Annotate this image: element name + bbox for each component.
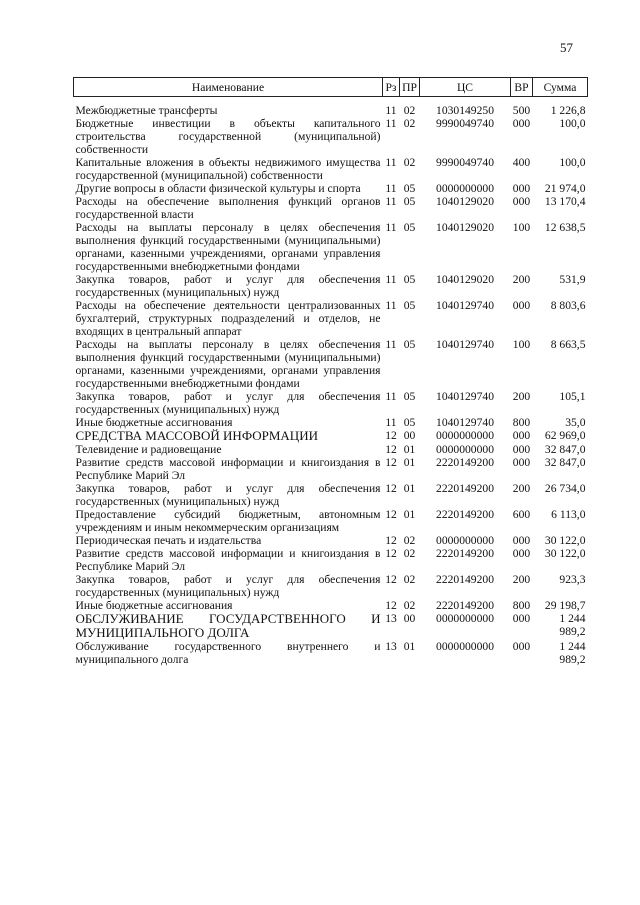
cell-sum: 26 734,0 (544, 482, 586, 495)
cell-rz: 12 (385, 547, 397, 560)
table-row (74, 221, 588, 273)
cell-cs: 0000000000 (436, 443, 494, 456)
cell-sum: 6 113,0 (551, 508, 586, 521)
cell-vr: 000 (512, 612, 531, 625)
column-header-sum: Сумма (533, 78, 588, 97)
cell-rz: 11 (385, 390, 397, 403)
cell-vr: 000 (512, 117, 531, 130)
cell-cs: 0000000000 (436, 182, 494, 195)
cell-pr: 05 (403, 182, 416, 195)
cell-pr: 01 (403, 640, 416, 653)
cell-rz: 13 (385, 612, 397, 625)
cell-sum: 105,1 (559, 390, 586, 403)
cell-name: Обслуживание государственного внутреннего и муниципального долга (75, 640, 381, 666)
cell-rz: 12 (385, 482, 397, 495)
column-header-pr: ПР (400, 78, 420, 97)
cell-rz: 12 (385, 508, 397, 521)
cell-name: Расходы на выплаты персоналу в целях обеспечения выполнения функций государственными (муниципальными) органами, казенными учреждениями, органами управления государственными внебюджетными фондами (75, 338, 381, 390)
table-row (74, 182, 588, 195)
table-row (74, 390, 588, 416)
cell-cs: 0000000000 (436, 429, 494, 442)
cell-rz: 11 (385, 338, 397, 351)
cell-pr: 05 (403, 221, 416, 234)
table-row (74, 195, 588, 221)
cell-sum: 30 122,0 (544, 534, 586, 547)
cell-sum: 29 198,7 (544, 599, 586, 612)
cell-vr: 000 (512, 299, 531, 312)
cell-pr: 02 (403, 117, 416, 130)
cell-pr: 02 (403, 104, 416, 117)
table-body (74, 97, 588, 667)
cell-vr: 000 (512, 547, 531, 560)
page-number: 57 (560, 40, 573, 55)
table-row (74, 117, 588, 156)
cell-sum: 1 244 989,2 (559, 612, 586, 638)
cell-pr: 05 (403, 195, 416, 208)
cell-rz: 11 (385, 416, 397, 429)
cell-sum: 21 974,0 (544, 182, 586, 195)
cell-rz: 11 (385, 221, 397, 234)
cell-name: СРЕДСТВА МАССОВОЙ ИНФОРМАЦИИ (75, 428, 318, 443)
cell-sum: 100,0 (559, 117, 586, 130)
cell-rz: 11 (385, 104, 397, 117)
cell-rz: 12 (385, 429, 397, 442)
table-row (74, 299, 588, 338)
cell-rz: 12 (385, 456, 397, 469)
table-row (74, 273, 588, 299)
cell-cs: 1030149250 (436, 104, 494, 117)
cell-cs: 0000000000 (436, 534, 494, 547)
cell-cs: 1040129020 (436, 221, 494, 234)
cell-cs: 1040129020 (436, 195, 494, 208)
cell-name: Телевидение и радиовещание (75, 443, 222, 456)
cell-cs: 0000000000 (436, 612, 494, 625)
cell-pr: 02 (403, 534, 416, 547)
cell-sum: 531,9 (559, 273, 586, 286)
cell-vr: 500 (512, 104, 531, 117)
cell-name: Расходы на выплаты персоналу в целях обеспечения выполнения функций государственными (муниципальными) органами, казенными учреждениями, органами управления государственными внебюджетными фондами (75, 221, 381, 273)
cell-sum: 62 969,0 (544, 429, 586, 442)
cell-sum: 923,3 (559, 573, 586, 586)
cell-pr: 05 (403, 390, 416, 403)
cell-name: Капитальные вложения в объекты недвижимого имущества государственной (муниципальной) собственности (75, 156, 381, 182)
cell-pr: 05 (403, 273, 416, 286)
cell-cs: 2220149200 (436, 456, 494, 469)
cell-rz: 12 (385, 573, 397, 586)
cell-name: Закупка товаров, работ и услуг для обеспечения государственных (муниципальных) нужд (75, 390, 381, 416)
cell-vr: 000 (512, 182, 531, 195)
cell-name: Другие вопросы в области физической культуры и спорта (75, 182, 361, 195)
table-row (74, 612, 588, 640)
cell-pr: 05 (403, 416, 416, 429)
cell-pr: 05 (403, 299, 416, 312)
cell-vr: 000 (512, 429, 531, 442)
cell-sum: 35,0 (565, 416, 586, 429)
cell-name: Развитие средств массовой информации и книгоиздания в Республике Марий Эл (75, 456, 381, 482)
cell-vr: 100 (512, 221, 531, 234)
table-row (74, 156, 588, 182)
column-header-name: Наименование (74, 78, 383, 97)
cell-vr: 800 (512, 416, 531, 429)
cell-cs: 2220149200 (436, 599, 494, 612)
cell-name: Иные бюджетные ассигнования (75, 416, 233, 429)
cell-pr: 01 (403, 508, 416, 521)
cell-pr: 01 (403, 482, 416, 495)
cell-rz: 13 (385, 640, 397, 653)
column-header-vr: ВР (511, 78, 533, 97)
cell-name: Периодическая печать и издательства (75, 534, 262, 547)
cell-sum: 32 847,0 (544, 443, 586, 456)
cell-rz: 12 (385, 443, 397, 456)
cell-rz: 11 (385, 117, 397, 130)
table-row (74, 456, 588, 482)
cell-name: Бюджетные инвестиции в объекты капитального строительства государственной (муниципальной) собственности (75, 117, 381, 156)
cell-cs: 1040129740 (436, 338, 494, 351)
table-row (74, 338, 588, 390)
cell-vr: 000 (512, 195, 531, 208)
cell-cs: 2220149200 (436, 573, 494, 586)
cell-name: Закупка товаров, работ и услуг для обеспечения государственных (муниципальных) нужд (75, 482, 381, 508)
cell-pr: 00 (403, 612, 416, 625)
cell-cs: 9990049740 (436, 117, 494, 130)
cell-rz: 11 (385, 273, 397, 286)
cell-pr: 02 (403, 599, 416, 612)
cell-pr: 01 (403, 456, 416, 469)
cell-sum: 8 803,6 (550, 299, 586, 312)
cell-sum: 12 638,5 (544, 221, 586, 234)
cell-pr: 01 (403, 443, 416, 456)
table-row (74, 429, 588, 443)
cell-sum: 100,0 (559, 156, 586, 169)
cell-rz: 11 (385, 299, 397, 312)
cell-name: Иные бюджетные ассигнования (75, 599, 233, 612)
cell-name: Закупка товаров, работ и услуг для обеспечения государственных (муниципальных) нужд (75, 573, 381, 599)
cell-name: Расходы на обеспечение выполнения функций органов государственной власти (75, 195, 381, 221)
cell-vr: 000 (512, 640, 531, 653)
table-row (74, 482, 588, 508)
cell-vr: 200 (512, 273, 531, 286)
cell-name: ОБСЛУЖИВАНИЕ ГОСУДАРСТВЕННОГО И МУНИЦИПАЛЬНОГО ДОЛГА (75, 611, 381, 640)
table-row (74, 443, 588, 456)
column-header-cs: ЦС (420, 78, 511, 97)
cell-sum: 30 122,0 (544, 547, 586, 560)
cell-rz: 12 (385, 534, 397, 547)
cell-name: Расходы на обеспечение деятельности централизованных бухгалтерий, структурных подразделений и отделов, не входящих в центральный аппарат (75, 299, 381, 338)
table-row (74, 547, 588, 573)
cell-cs: 1040129020 (436, 273, 494, 286)
table-row (74, 508, 588, 534)
table-row (74, 534, 588, 547)
table-header-row (74, 78, 588, 97)
cell-name: Предоставление субсидий бюджетным, автономным учреждениям и иным некоммерческим организациям (75, 508, 381, 534)
cell-sum: 32 847,0 (544, 456, 586, 469)
cell-name: Развитие средств массовой информации и книгоиздания в Республике Марий Эл (75, 547, 381, 573)
cell-vr: 200 (512, 482, 531, 495)
cell-pr: 02 (403, 547, 416, 560)
column-header-rz: Рз (383, 78, 400, 97)
table-row (74, 97, 588, 118)
cell-rz: 11 (385, 195, 397, 208)
cell-sum: 1 226,8 (550, 104, 586, 117)
cell-cs: 9990049740 (436, 156, 494, 169)
table-row (74, 573, 588, 599)
budget-table (73, 77, 588, 666)
cell-cs: 2220149200 (436, 547, 494, 560)
cell-vr: 100 (512, 338, 531, 351)
cell-rz: 11 (385, 156, 397, 169)
cell-vr: 000 (512, 534, 531, 547)
cell-vr: 000 (512, 456, 531, 469)
cell-vr: 800 (512, 599, 531, 612)
cell-rz: 11 (385, 182, 397, 195)
cell-cs: 2220149200 (436, 482, 494, 495)
cell-sum: 8 663,5 (550, 338, 586, 351)
cell-rz: 12 (385, 599, 397, 612)
table-row (74, 640, 588, 666)
cell-vr: 200 (512, 573, 531, 586)
cell-cs: 1040129740 (436, 416, 494, 429)
cell-cs: 0000000000 (436, 640, 494, 653)
cell-vr: 000 (512, 443, 531, 456)
cell-name: Закупка товаров, работ и услуг для обеспечения государственных (муниципальных) нужд (75, 273, 381, 299)
cell-pr: 05 (403, 338, 416, 351)
cell-vr: 400 (512, 156, 531, 169)
cell-pr: 00 (403, 429, 416, 442)
cell-name: Межбюджетные трансферты (75, 104, 218, 117)
cell-pr: 02 (403, 156, 416, 169)
cell-vr: 600 (512, 508, 531, 521)
cell-sum: 13 170,4 (544, 195, 586, 208)
cell-cs: 1040129740 (436, 299, 494, 312)
cell-cs: 1040129740 (436, 390, 494, 403)
cell-cs: 2220149200 (436, 508, 494, 521)
cell-vr: 200 (512, 390, 531, 403)
cell-sum: 1 244 989,2 (559, 640, 586, 666)
cell-pr: 02 (403, 573, 416, 586)
